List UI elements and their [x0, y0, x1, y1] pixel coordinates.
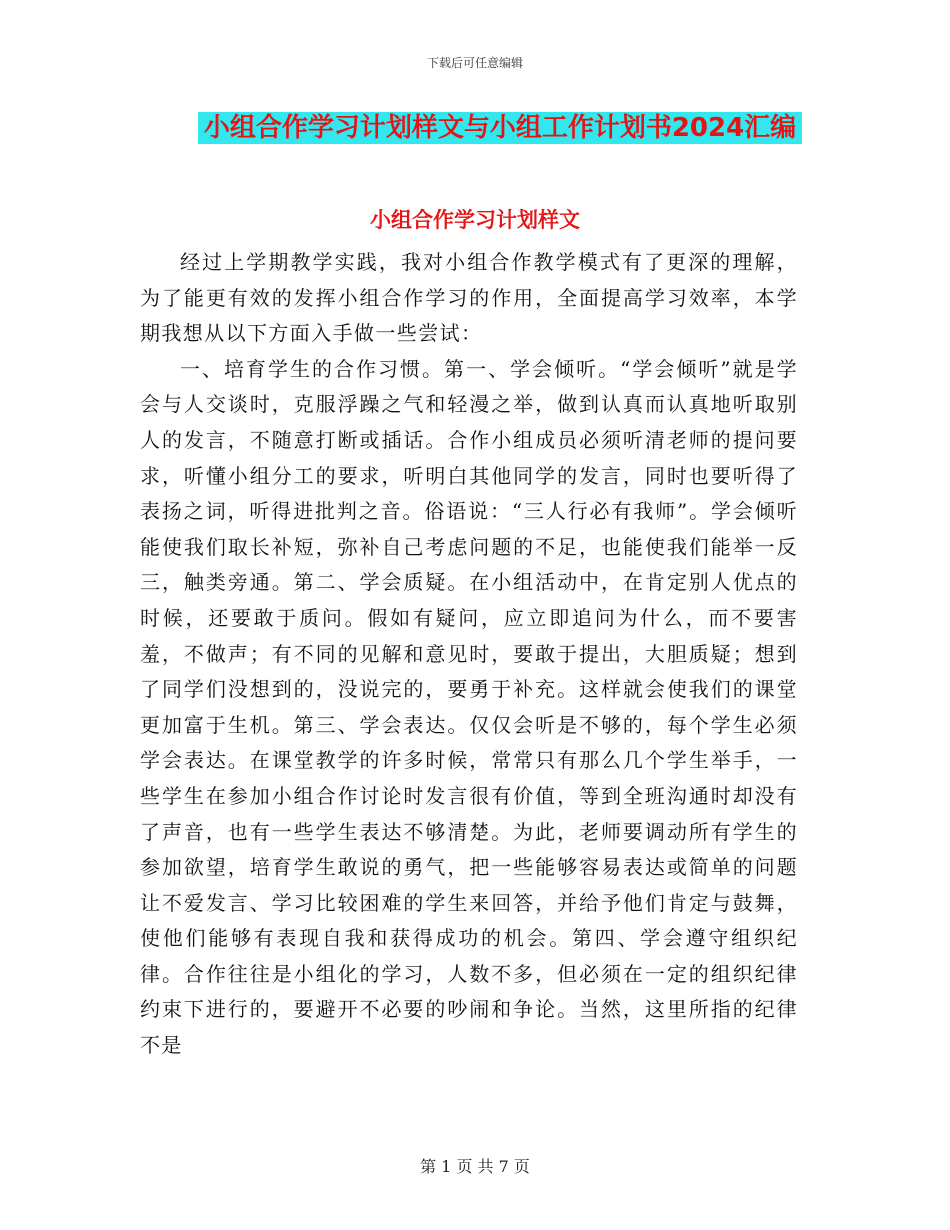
document-title: 小组合作学习计划样文与小组工作计划书2024汇编: [198, 112, 802, 144]
section-title: 小组合作学习计划样文: [370, 208, 580, 232]
document-body: [140, 245, 798, 1064]
document-title-wrap: [0, 112, 950, 144]
paragraph-intro: 经过上学期教学实践，我对小组合作教学模式有了更深的理解，为了能更有效的发挥小组合作学习的作用，全面提高学习效率，本学期我想从以下方面入手做一些尝试：: [140, 250, 798, 346]
paragraph-habits: 一、培育学生的合作习惯。第一、学会倾听。“学会倾听”就是学会与人交谈时，克服浮躁之气和轻漫之举，做到认真而认真地听取别人的发言，不随意打断或插话。合作小组成员必须听清老师的提问要求，听懂小组分工的要求，听明白其他同学的发言，同时也要听得了表扬之词，听得进批判之音。俗语说：“三人行必有我师”。学会倾听能使我们取长补短，弥补自己考虑问题的不足，也能使我们能举一反三，触类旁通。第二、学会质疑。在小组活动中，在肯定别人优点的时候，还要敢于质问。假如有疑问，应立即追问为什么，而不要害羞，不做声；有不同的见解和意见时，要敢于提出，大胆质疑；想到了同学们没想到的，没说完的，要勇于补充。这样就会使我们的课堂更加富于生机。第三、学会表达。仅仅会听是不够的，每个学生必须学会表达。在课堂教学的许多时候，常常只有那么几个学生举手，一些学生在参加小组合作讨论时发言很有价值，等到全班沟通时却没有了声音，也有一些学生表达不够清楚。为此，老师要调动所有学生的参加欲望，培育学生敢说的勇气，把一些能够容易表达或简单的问题让不爱发言、学习比较困难的学生来回答，并给予他们肯定与鼓舞，使他们能够有表现自我和获得成功的机会。第四、学会遵守组织纪律。合作往往是小组化的学习，人数不多，但必须在一定的组织纪律约束下进行的，要避开不必要的吵闹和争论。当然，这里所指的纪律不是: [140, 356, 798, 1058]
page-number-footer: 第 1 页 共 7 页: [420, 1157, 530, 1176]
header-note: 下载后可任意编辑: [426, 56, 523, 70]
